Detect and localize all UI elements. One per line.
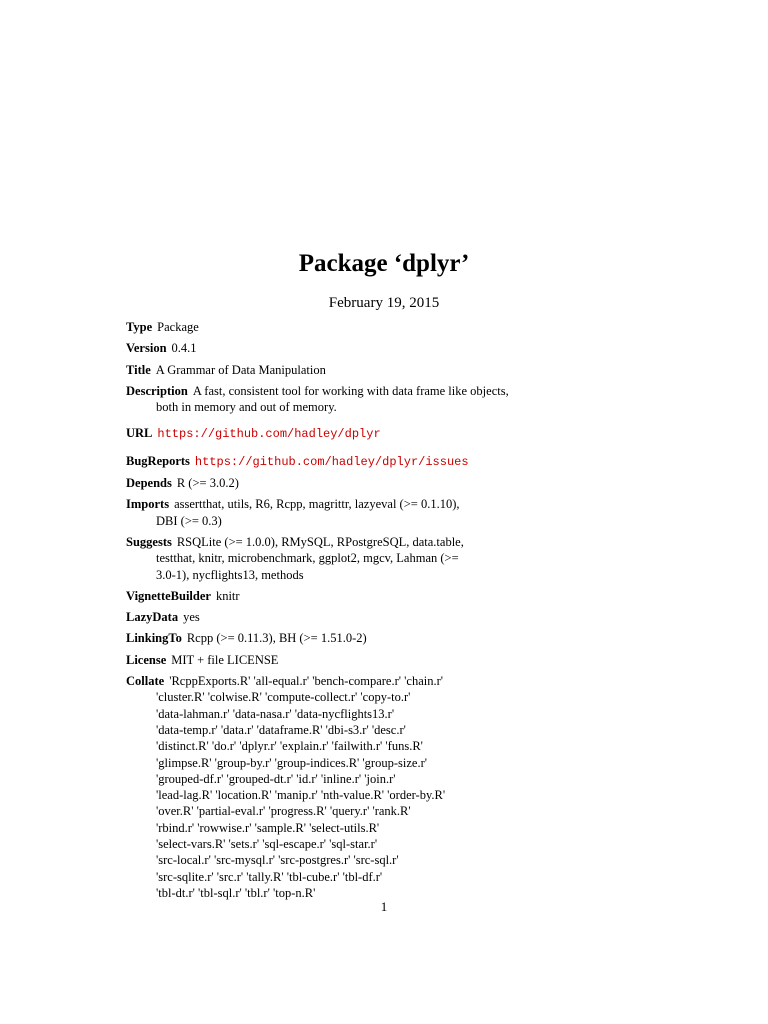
collate-line: 'src-sqlite.r' 'src.r' 'tally.R' 'tbl-cube.r' 'tbl-df.r' — [156, 869, 383, 884]
field-key: BugReports — [126, 453, 190, 468]
package-fields — [126, 319, 726, 906]
collate-line: 'rbind.r' 'rowwise.r' 'sample.R' 'select-utils.R' — [156, 820, 380, 835]
field-vignettebuilder — [126, 588, 726, 604]
field-url — [126, 425, 726, 442]
field-value-continued: DBI (>= 0.3) — [156, 513, 222, 528]
bugreports-link[interactable]: https://github.com/hadley/dplyr/issues — [194, 454, 469, 469]
field-suggests — [126, 534, 726, 583]
field-title — [126, 362, 726, 378]
collate-line: 'grouped-df.r' 'grouped-dt.r' 'id.r' 'inline.r' 'join.r' — [156, 771, 396, 786]
field-version — [126, 340, 726, 356]
field-value: 0.4.1 — [171, 341, 197, 356]
collate-line: 'glimpse.R' 'group-by.r' 'group-indices.R' 'group-size.r' — [156, 755, 427, 770]
field-key: Depends — [126, 476, 172, 491]
collate-line: 'src-local.r' 'src-mysql.r' 'src-postgres.r' 'src-sql.r' — [156, 853, 399, 868]
field-linkingto — [126, 630, 726, 646]
field-value: Rcpp (>= 0.11.3), BH (>= 1.51.0-2) — [186, 631, 367, 646]
field-value: RSQLite (>= 1.0.0), RMySQL, RPostgreSQL, data.table, — [176, 534, 464, 549]
field-value: A Grammar of Data Manipulation — [155, 362, 326, 377]
field-key: Imports — [126, 497, 170, 512]
field-key: Type — [126, 320, 153, 334]
collate-line: 'data-temp.r' 'data.r' 'dataframe.R' 'dbi-s3.r' 'desc.r' — [156, 722, 406, 737]
field-value: assertthat, utils, R6, Rcpp, magrittr, lazyeval (>= 0.1.10), — [174, 497, 460, 512]
field-value-continued: testthat, knitr, microbenchmark, ggplot2, mgcv, Lahman (>= — [156, 551, 459, 566]
collate-line: 'cluster.R' 'colwise.R' 'compute-collect.r' 'copy-to.r' — [156, 690, 411, 705]
field-license — [126, 652, 726, 668]
field-value: knitr — [215, 588, 240, 603]
collate-line: 'tbl-dt.r' 'tbl-sql.r' 'tbl.r' 'top-n.R' — [156, 885, 316, 900]
field-collate — [126, 673, 726, 901]
field-imports — [126, 496, 726, 529]
field-key: License — [126, 652, 167, 667]
field-lazydata — [126, 609, 726, 625]
field-key: LinkingTo — [126, 631, 182, 646]
collate-line: 'RcppExports.R' 'all-equal.r' 'bench-compare.r' 'chain.r' — [169, 674, 444, 689]
page-number: 1 — [380, 899, 388, 914]
field-key: Suggests — [126, 534, 172, 549]
collate-line: 'over.R' 'partial-eval.r' 'progress.R' 'query.r' 'rank.R' — [156, 804, 411, 819]
collate-line: 'distinct.R' 'do.r' 'dplyr.r' 'explain.r' 'failwith.r' 'funs.R' — [156, 739, 423, 754]
document-title: Package ‘dplyr’ — [298, 250, 470, 277]
field-value: R (>= 3.0.2) — [176, 476, 239, 491]
field-value: yes — [183, 610, 200, 625]
document-date: February 19, 2015 — [328, 295, 440, 311]
field-key: URL — [126, 426, 153, 441]
url-link[interactable]: https://github.com/hadley/dplyr — [157, 427, 381, 442]
field-value: A fast, consistent tool for working with data frame like objects, — [192, 383, 509, 398]
field-type — [126, 319, 726, 335]
field-key: Version — [126, 341, 167, 356]
field-value-continued: 3.0-1), nycflights13, methods — [156, 567, 304, 582]
collate-line: 'select-vars.R' 'sets.r' 'sql-escape.r' 'sql-star.r' — [156, 837, 378, 852]
field-bugreports — [126, 453, 726, 470]
field-depends — [126, 475, 726, 491]
field-description — [126, 383, 726, 416]
field-value: MIT + file LICENSE — [171, 652, 279, 667]
field-value-continued: both in memory and out of memory. — [156, 400, 337, 415]
field-key: Title — [126, 362, 151, 377]
collate-line: 'data-lahman.r' 'data-nasa.r' 'data-nycflights13.r' — [156, 706, 395, 721]
field-key: LazyData — [126, 610, 179, 625]
field-key: Collate — [126, 674, 165, 689]
field-key: Description — [126, 383, 188, 398]
field-key: VignetteBuilder — [126, 588, 211, 603]
field-value: Package — [157, 320, 199, 334]
collate-line: 'lead-lag.R' 'location.R' 'manip.r' 'nth-value.R' 'order-by.R' — [156, 788, 446, 803]
